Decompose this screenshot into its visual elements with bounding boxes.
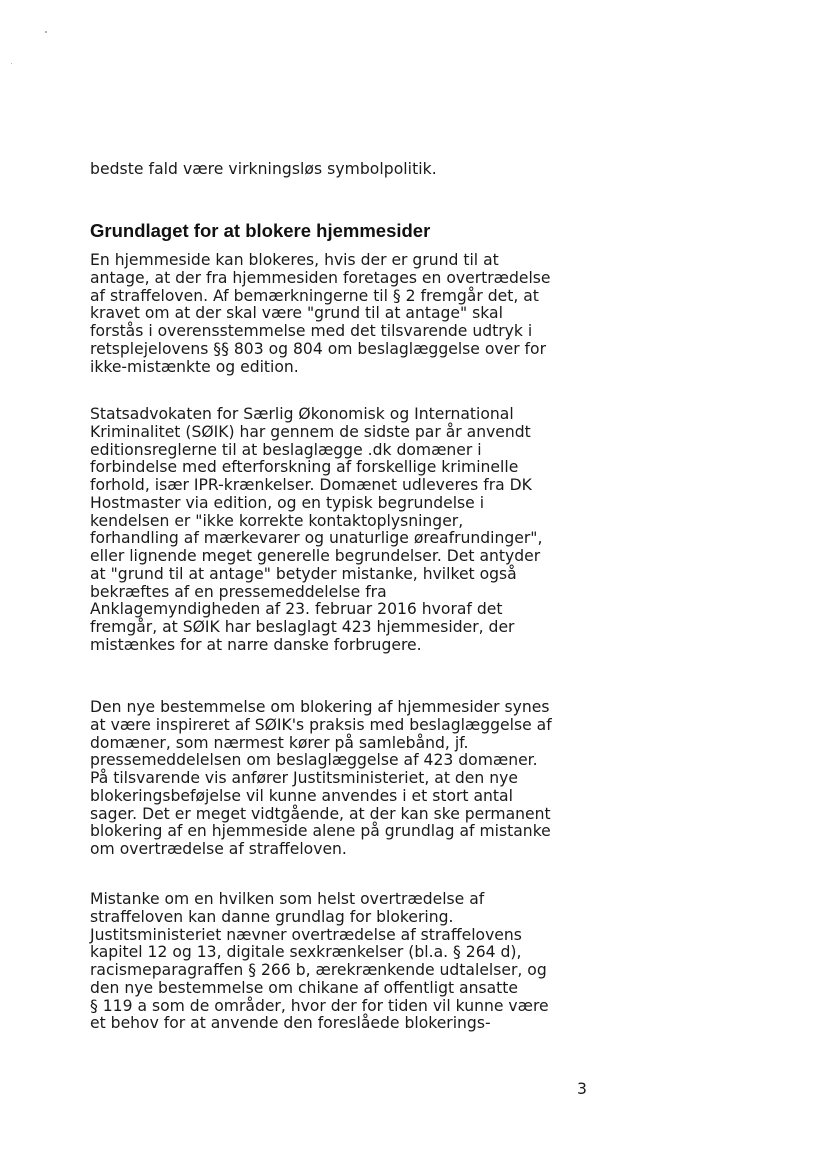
text-line: eller lignende meget generelle begrundelser. Det antyder bbox=[90, 547, 541, 565]
text-line: kapitel 12 og 13, digitale sexkrænkelser (bl.a. § 264 d), bbox=[90, 943, 522, 962]
text-line: fremgår, at SØIK har beslaglagt 423 hjemmesider, der bbox=[90, 618, 515, 636]
text-line: kendelsen er "ikke korrekte kontaktoplysninger, bbox=[90, 511, 464, 530]
text-line: Mistanke om en hvilken som helst overtrædelse af bbox=[90, 890, 485, 908]
text-line: sager. Det er meget vidtgående, at der kan ske permanent bbox=[90, 804, 551, 823]
page-number: 3 bbox=[577, 1080, 587, 1098]
text-line: Kriminalitet (SØIK) har gennem de sidste par år anvendt bbox=[90, 422, 531, 441]
text-line: forhandling af mærkevarer og unaturlige øreafrundinger", bbox=[90, 529, 543, 548]
text-line: En hjemmeside kan blokeres, hvis der er grund til at bbox=[90, 251, 499, 269]
text-line: kravet om at der skal være "grund til at antage" skal bbox=[90, 304, 503, 323]
text-line: mistænkes for at narre danske forbrugere. bbox=[90, 635, 422, 654]
continuation-text: bedste fald være virkningsløs symbolpolitik. bbox=[90, 160, 437, 178]
text-line: På tilsvarende vis anfører Justitsministeriet, at den nye bbox=[90, 769, 518, 787]
text-line: af straffeloven. Af bemærkningerne til § 2 fremgår det, at bbox=[90, 286, 539, 305]
text-line: blokering af en hjemmeside alene på grundlag af mistanke bbox=[90, 822, 551, 841]
text-line: domæner, som nærmest kører på samlebånd, jf. bbox=[90, 733, 469, 752]
scan-speck bbox=[45, 31, 47, 33]
text-line: retsplejelovens §§ 803 og 804 om beslaglæggelse over for bbox=[90, 339, 547, 358]
text-line: pressemeddelelsen om beslaglæggelse af 423 domæner. bbox=[90, 751, 538, 770]
text-line: antage, at der fra hjemmesiden foretages en overtrædelse bbox=[90, 268, 551, 287]
text-line: et behov for at anvende den foreslåede blokerings- bbox=[90, 1014, 491, 1033]
text-line: blokeringsbeføjelse vil kunne anvendes i et stort antal bbox=[90, 786, 513, 805]
text-line: straffeloven kan danne grundlag for blokering. bbox=[90, 907, 454, 926]
text-line: ikke-mistænkte og edition. bbox=[90, 357, 299, 376]
text-line: racismeparagraffen § 266 b, ærekrænkende udtalelser, og bbox=[90, 961, 547, 979]
text-line: bekræftes af en pressemeddelelse fra bbox=[90, 582, 387, 601]
text-line: forstås i overensstemmelse med det tilsvarende udtryk i bbox=[90, 322, 533, 340]
section-heading: Grundlaget for at blokere hjemmesider bbox=[90, 220, 431, 241]
text-line: den nye bestemmelse om chikane af offentligt ansatte bbox=[90, 978, 518, 997]
paragraph bbox=[90, 406, 542, 655]
text-line: forhold, især IPR-krænkelser. Domænet udleveres fra DK bbox=[90, 476, 532, 494]
text-line: Statsadvokaten for Særlig Økonomisk og International bbox=[90, 405, 514, 423]
text-line: editionsreglerne til at beslaglægge .dk domæner i bbox=[90, 440, 482, 459]
text-line: Hostmaster via edition, og en typisk begrundelse i bbox=[90, 493, 485, 512]
text-line: om overtrædelse af straffeloven. bbox=[90, 840, 347, 858]
scan-speck bbox=[11, 63, 12, 64]
text-line: Justitsministeriet nævner overtrædelse af straffelovens bbox=[90, 925, 522, 944]
text-line: forbindelse med efterforskning af forskellige kriminelle bbox=[90, 458, 519, 477]
text-line: at "grund til at antage" betyder mistanke, hvilket også bbox=[90, 564, 517, 583]
text-line: Den nye bestemmelse om blokering af hjemmesider synes bbox=[90, 698, 550, 716]
text-line: § 119 a som de områder, hvor der for tiden vil kunne være bbox=[90, 996, 549, 1015]
text-line: Anklagemyndigheden af 23. februar 2016 hvoraf det bbox=[90, 600, 503, 619]
paragraph bbox=[90, 699, 552, 859]
text-line: at være inspireret af SØIK's praksis med beslaglæggelse af bbox=[90, 715, 552, 734]
paragraph bbox=[90, 252, 551, 376]
paragraph bbox=[90, 891, 549, 1033]
